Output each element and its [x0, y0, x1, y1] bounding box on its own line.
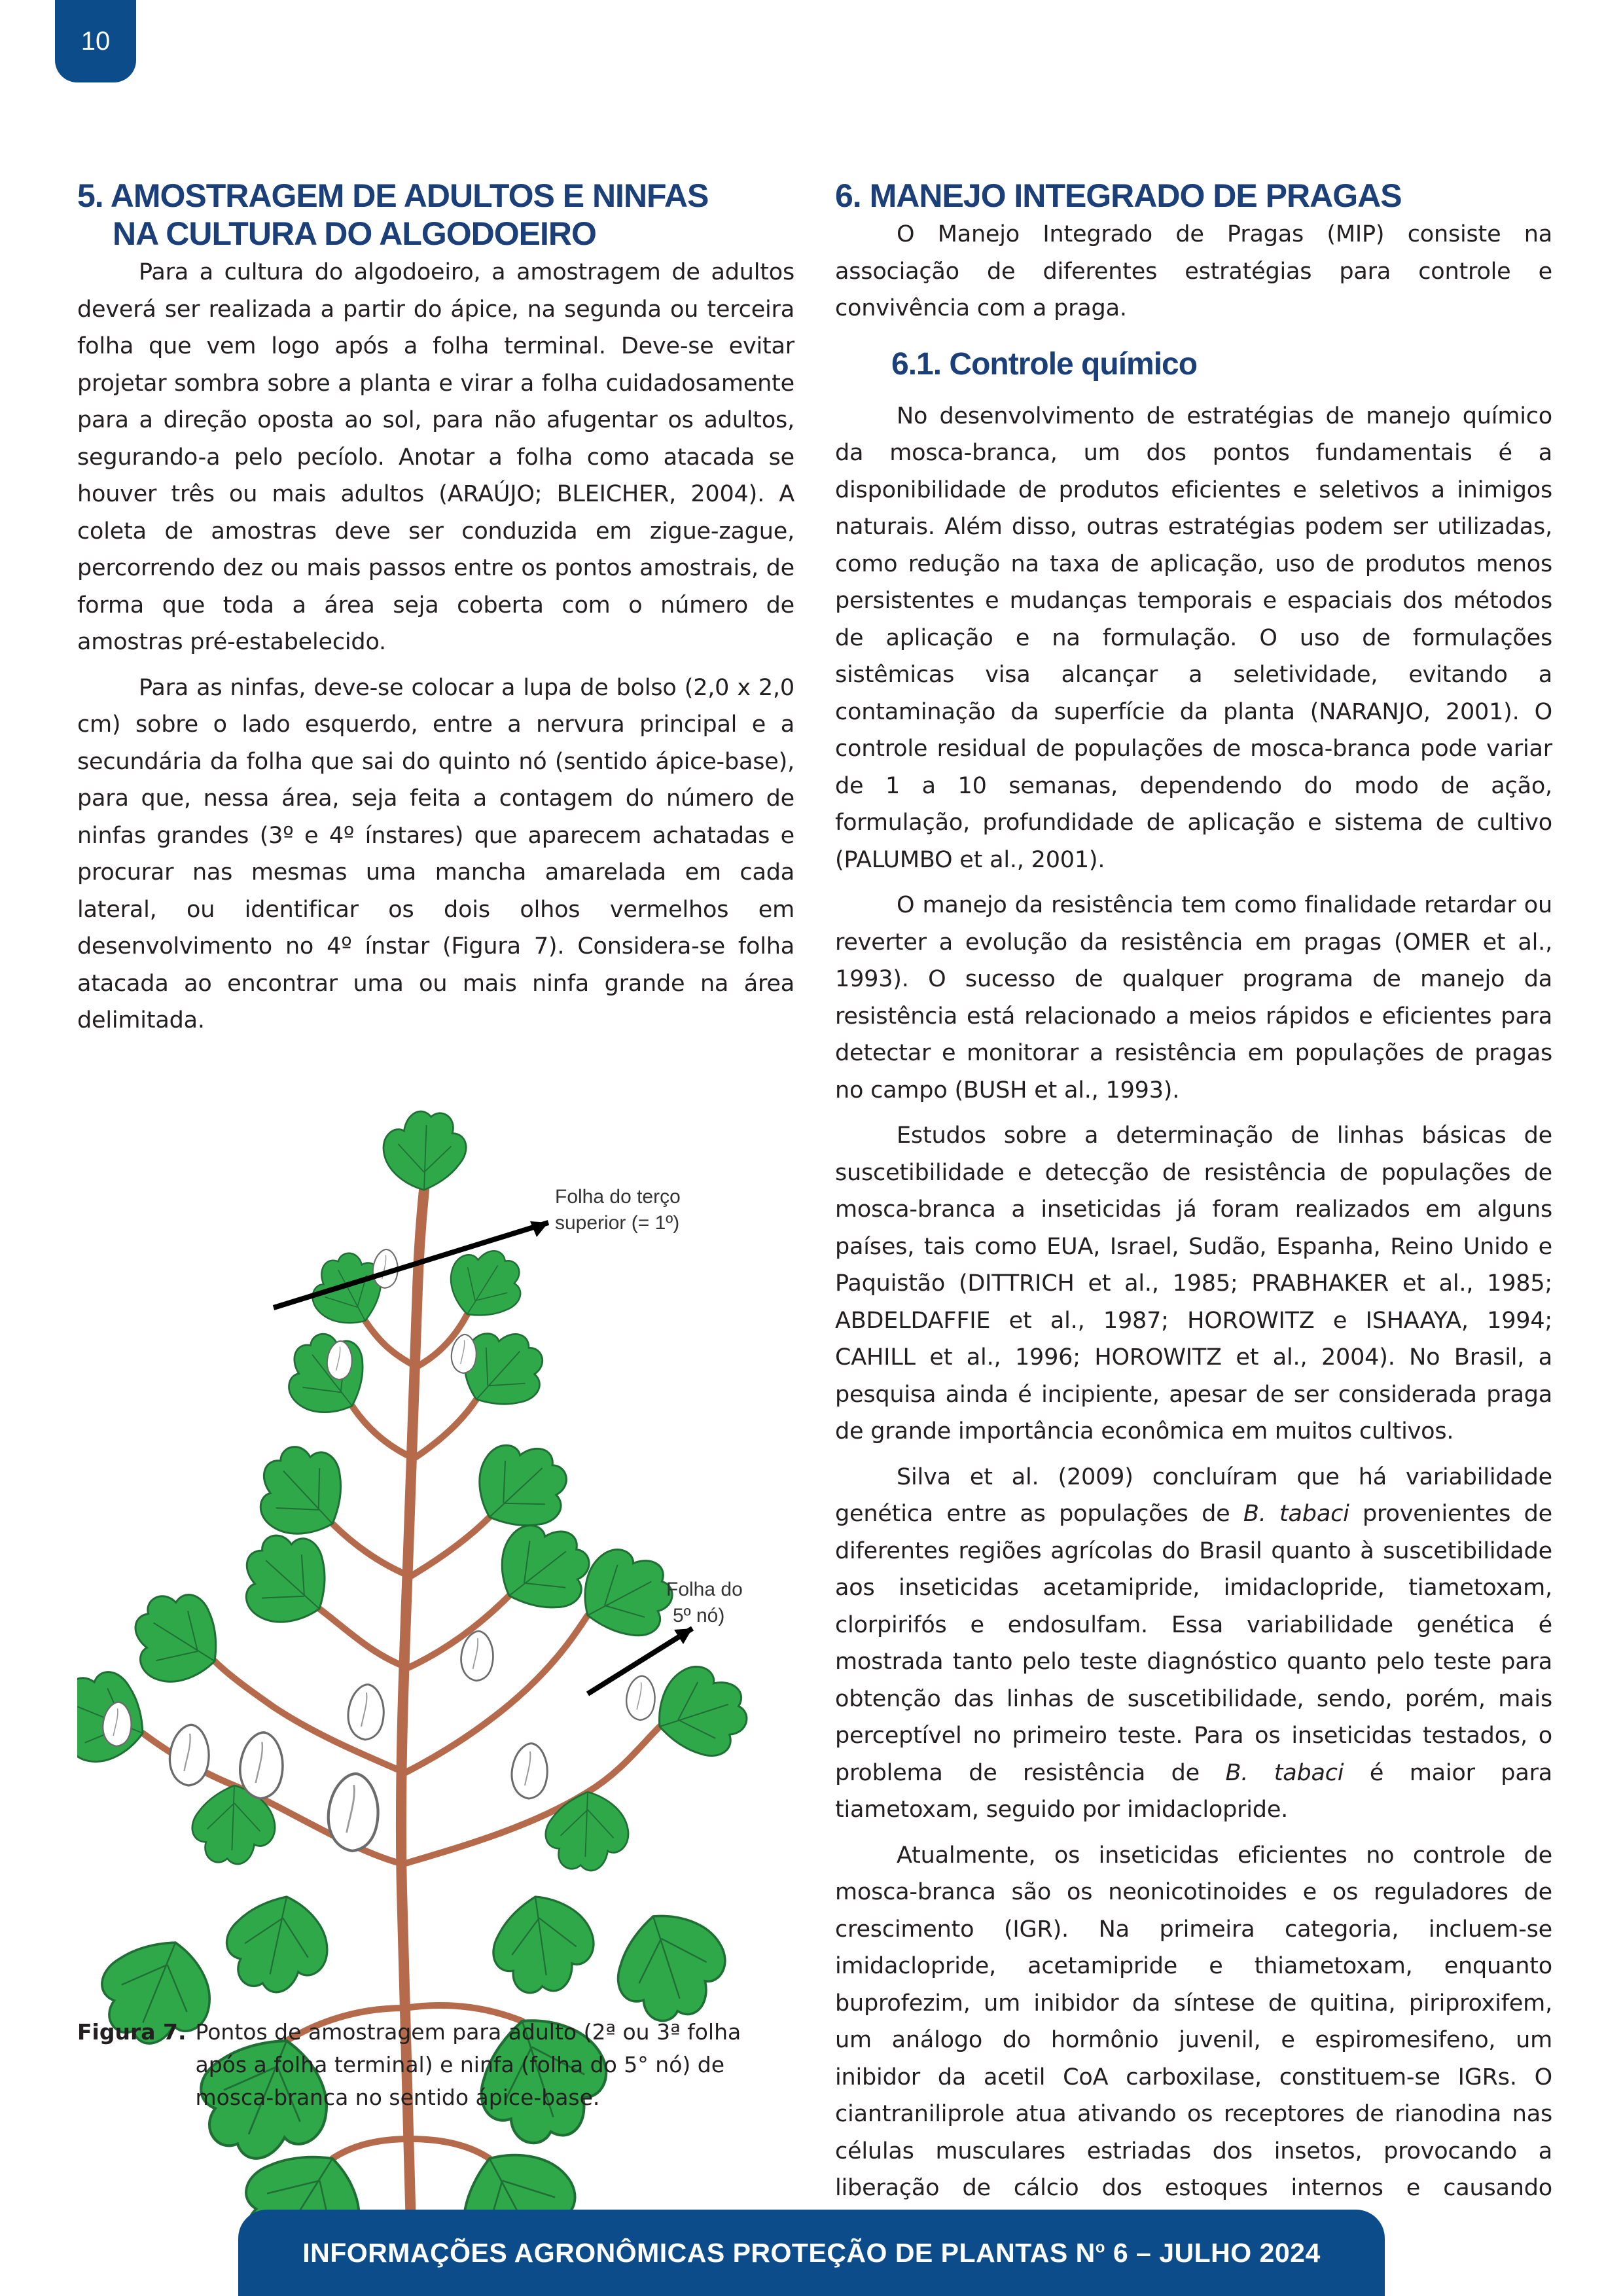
figure-7-caption	[77, 2016, 794, 2114]
footer-text-after: 6 – JULHO 2024	[1105, 2237, 1321, 2268]
cotton-plant-illustration	[77, 1092, 794, 2296]
footer-sup: o	[1095, 2238, 1105, 2256]
section-6-1-paragraph-1: No desenvolvimento de estratégias de manejo químico da mosca-branca, um dos pontos fundamentais é a disponibilidade de produtos eficientes e seletivos a inimigos naturais. Além disso, outras estratégias podem ser utilizadas, como redução na taxa de aplicação, uso de produtos menos persistentes e mudanças temporais e espaciais dos métodos de aplicação e na formulação. O uso de formulações sistêmicas visa alcançar a seletividade, evitando a contaminação da superfície da planta (NARANJO, 2001). O controle residual de populações de mosca-branca pode variar de 1 a 10 semanas, dependendo do modo de ação, formulação, profundidade de aplicação e sistema de cultivo (PALUMBO et al., 2001).	[835, 403, 1552, 873]
p4-text-c: é maior para tiametoxam, seguido por imidaclopride.	[835, 1759, 1553, 1823]
section-6-1-paragraph-4	[835, 1459, 1552, 1829]
p4-text-b: provenientes de diferentes regiões agrícolas do Brasil quanto à suscetibilidade aos inseticidas acetamipride, imidaclopride, tiametoxam, clorpirifós e endosulfam. Essa variabilidade genética é mostrada tanto pelo teste diagnóstico quanto pelo teste para obtenção das linhas de suscetibilidade, sendo, porém, mais perceptível no primeiro teste. Para os inseticidas testados, o problema de resistência de	[835, 1501, 1553, 1786]
figure-label-top-line2: superior (= 1º)	[555, 1211, 680, 1234]
figure-7-cotton-plant	[77, 1092, 794, 2296]
figure-label-mid-line2: 5º nó)	[673, 1604, 725, 1626]
section-6-1-title: 6.1. Controle químico	[891, 346, 1198, 382]
section-5-title-line2: NA CULTURA DO ALGODOEIRO	[113, 215, 596, 252]
section-5-title-line1: 5. AMOSTRAGEM DE ADULTOS E NINFAS	[77, 177, 709, 214]
section-5-paragraph-2: Para as ninfas, deve-se colocar a lupa de bolso (2,0 x 2,0 cm) sobre o lado esquerdo, entre a nervura principal e a secundária da folha que sai do quinto nó (sentido ápice-base), para que, nessa área, seja feita a contagem do número de ninfas grandes (3º e 4º ínstares) que aparecem achatadas e procurar nas mesmas uma mancha amarelada em cada lateral, ou identificar os dois olhos vermelhos em desenvolvimento no 4º ínstar (Figura 7). Considera-se folha atacada ao encontrar uma ou mais ninfa grande na área delimitada.	[77, 674, 794, 1033]
footer-bar	[238, 2210, 1385, 2296]
caption-text: Pontos de amostragem para adulto (2ª ou 3ª folha após a folha terminal) e ninfa (folha do 5° nó) de mosca-branca no sentido ápice-base.	[195, 2019, 741, 2110]
footer-text	[302, 2238, 1321, 2269]
section-6-paragraph-1: O Manejo Integrado de Pragas (MIP) consiste na associação de diferentes estratégias para controle e convivência com a praga.	[835, 221, 1552, 321]
left-column	[77, 177, 794, 2296]
section-5-paragraph-1: Para a cultura do algodoeiro, a amostragem de adultos deverá ser realizada a partir do ápice, na segunda ou terceira folha que vem logo após a folha terminal. Deve-se evitar projetar sombra sobre a planta e virar a folha cuidadosamente para a direção oposta ao sol, para não afugentar os adultos, segurando-a pelo pecíolo. Anotar a folha como atacada se houver três ou mais adultos (ARAÚJO; BLEICHER, 2004). A coleta de amostras deve ser conduzida em zigue-zague, percorrendo dez ou mais passos entre os pontos amostrais, de forma que toda a área seja coberta com o número de amostras pré-estabelecido.	[77, 259, 794, 655]
right-column	[835, 177, 1552, 2252]
section-6-title: 6. MANEJO INTEGRADO DE PRAGAS	[835, 177, 1402, 214]
caption-label: Figura 7.	[77, 2019, 187, 2045]
section-6-1-paragraph-3: Estudos sobre a determinação de linhas básicas de suscetibilidade e detecção de resistência de populações de mosca-branca a inseticidas já foram realizados em alguns países, tais como EUA, Israel, Sudão, Espanha, Reino Unido e Paquistão (DITTRICH et al., 1985; PRABHAKER et al., 1985; ABDELDAFFIE et al., 1987; HOROWITZ e ISHAAYA, 1994; CAHILL et al., 1996; HOROWITZ et al., 2004). No Brasil, a pesquisa ainda é incipiente, apesar de ser considerada praga de grande importância econômica em muitos cultivos.	[835, 1122, 1552, 1444]
figure-label-top-line1: Folha do terço	[555, 1185, 681, 1208]
section-6-1-paragraph-5: Atualmente, os inseticidas eficientes no controle de mosca-branca são os neonicotinoides e os reguladores de crescimento (IGR). Na primeira categoria, incluem-se imidaclopride, acetamipride e thiametoxam, enquanto buprofezim, um inibidor da síntese de quitina, piriproxifem, um análogo do hormônio juvenil, e espiromesifeno, um inibidor da acetil CoA carboxilase, constituem-se IGRs. O ciantraniliprole atua ativando os receptores de rianodina nas células musculares estriadas dos insetos, provocando a liberação de cálcio dos estoques internos e causando	[835, 1842, 1552, 2201]
section-5-title	[77, 177, 794, 253]
footer-text-before: INFORMAÇÕES AGRONÔMICAS PROTEÇÃO DE PLANTAS N	[302, 2237, 1096, 2268]
p4-text-a: Silva et al. (2009) concluíram que há variabilidade genética entre as populações de	[835, 1463, 1552, 1527]
p4-species-2: B. tabaci	[1225, 1759, 1344, 1786]
figure-label-mid-line1: Folha do	[666, 1578, 743, 1600]
page-number: 10	[55, 0, 136, 82]
section-6-1-paragraph-2: O manejo da resistência tem como finalidade retardar ou reverter a evolução da resistência em pragas (OMER et al., 1993). O sucesso de qualquer programa de manejo da resistência está relacionado a meios rápidos e eficientes para detectar e monitorar a resistência em populações de pragas no campo (BUSH et al., 1993).	[835, 892, 1552, 1103]
p4-species-1: B. tabaci	[1243, 1501, 1349, 1527]
